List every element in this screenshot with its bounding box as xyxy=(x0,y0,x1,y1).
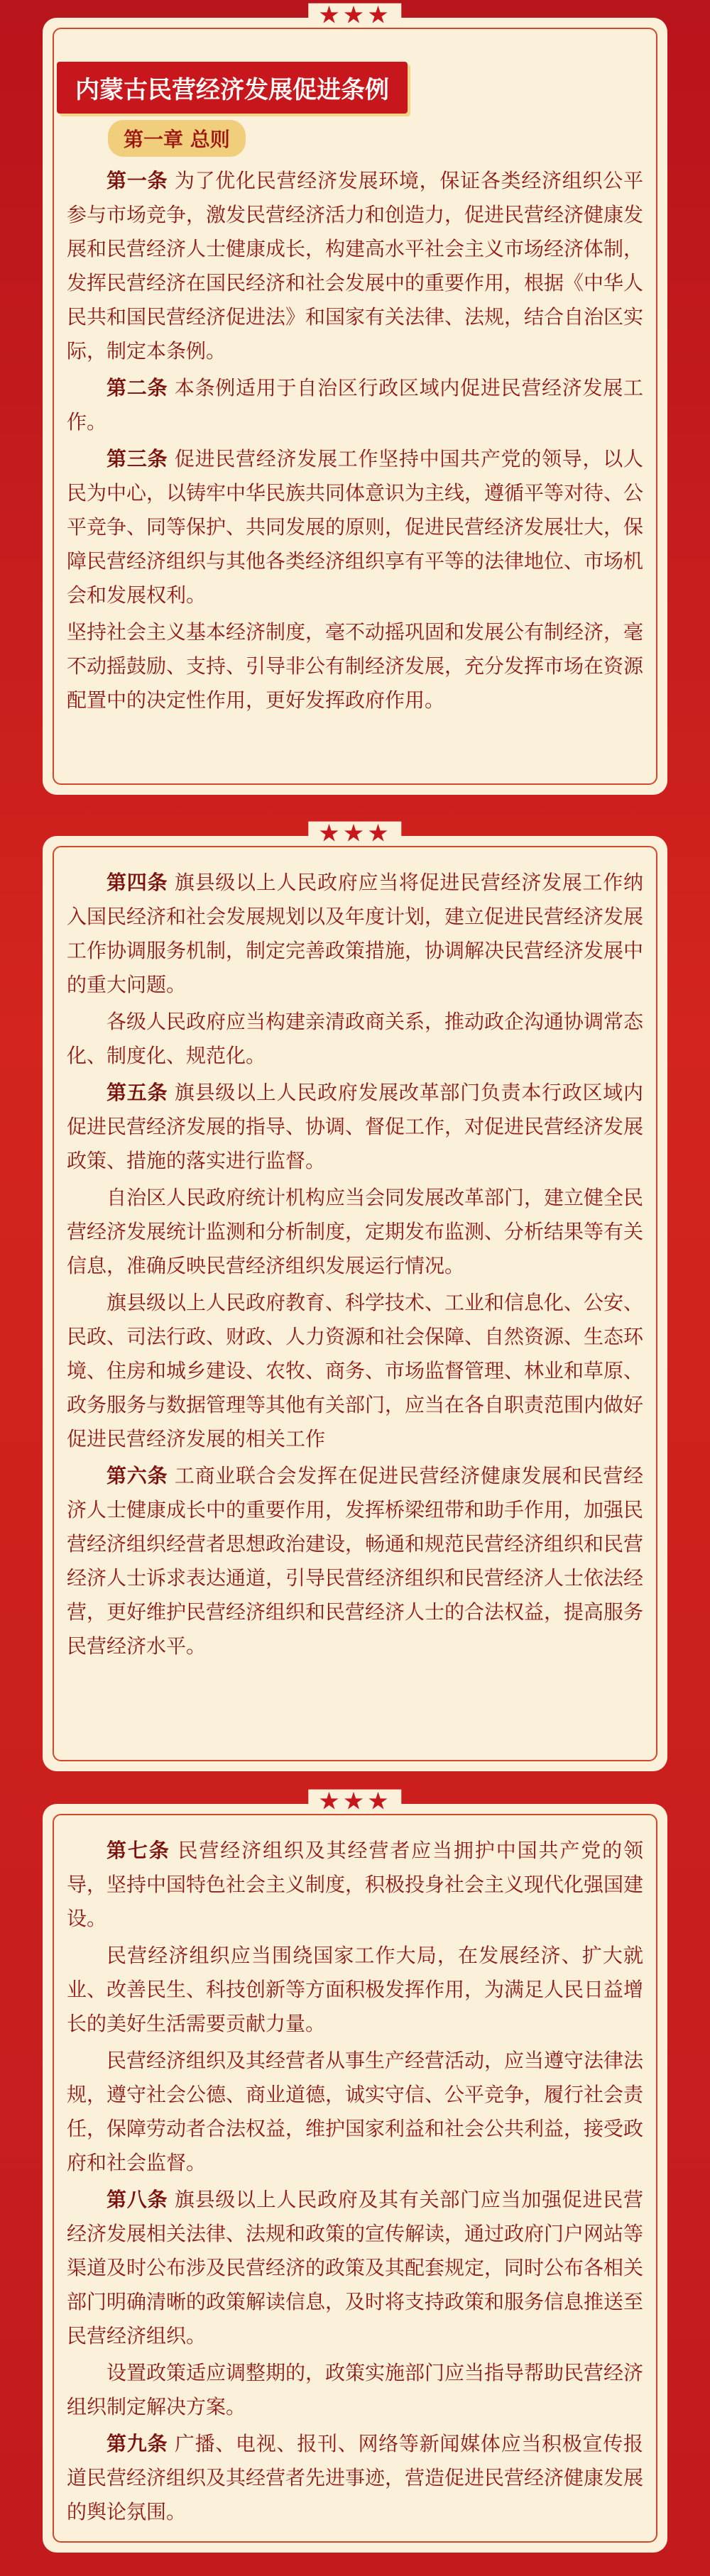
article-number: 第九条 xyxy=(106,2432,168,2455)
article-paragraph xyxy=(67,2427,643,2529)
article-text: 本条例适用于自治区行政区域内促进民营经济发展工作。 xyxy=(67,376,643,434)
article-text: 旗县级以上人民政府发展改革部门负责本行政区域内促进民营经济发展的指导、协调、督促工作，对促进民营经济发展政策、措施的落实进行监督。 xyxy=(67,1081,644,1172)
section-card-3 xyxy=(43,1787,667,2553)
article-paragraph xyxy=(67,1005,643,1073)
article-paragraph xyxy=(67,1834,643,1936)
article-paragraph xyxy=(67,2356,643,2424)
article-number: 第六条 xyxy=(106,1464,168,1487)
article-text: 广播、电视、报刊、网络等新闻媒体应当积极宣传报道民营经济组织及其经营者先进事迹，营造促进民营经济健康发展的舆论氛围。 xyxy=(67,2432,644,2523)
article-text: 旗县级以上人民政府应当将促进民营经济发展工作纳入国民经济和社会发展规划以及年度计划，建立促进民营经济发展工作协调服务机制，制定完善政策措施，协调解决民营经济发展中的重大问题。 xyxy=(67,871,644,996)
article-number: 第三条 xyxy=(106,447,168,470)
page-title: 内蒙古民营经济发展促进条例 xyxy=(57,62,408,114)
article-paragraph xyxy=(67,1459,643,1663)
article-text: 为了优化民营经济发展环境，保证各类经济组织公平参与市场竞争，激发民营经济活力和创造力，促进民营经济健康发展和民营经济人士健康成长，构建高水平社会主义市场经济体制，发挥民营经济在国民经济和社会发展中的重要作用，根据《中华人民共和国民营经济促进法》和国家有关法律、法规，结合自治区实际，制定本条例。 xyxy=(67,169,644,363)
stars-decoration-icon: ★★★ xyxy=(308,1790,401,1814)
article-paragraph xyxy=(67,164,643,368)
article-paragraph xyxy=(67,2183,643,2353)
article-paragraph xyxy=(67,371,643,439)
article-number: 第七条 xyxy=(106,1839,170,1862)
article-text: 旗县级以上人民政府教育、科学技术、工业和信息化、公安、民政、司法行政、财政、人力资源和社会保障、自然资源、生态环境、住房和城乡建设、农牧、商务、市场监督管理、林业和草原、政务服务与数据管理等其他有关部门，应当在各自职责范围内做好促进民营经济发展的相关工作 xyxy=(67,1291,644,1451)
stars-decoration-icon: ★★★ xyxy=(308,4,401,28)
article-text: 自治区人民政府统计机构应当会同发展改革部门，建立健全民营经济发展统计监测和分析制度，定期发布监测、分析结果等有关信息，准确反映民营经济组织发展运行情况。 xyxy=(67,1186,644,1277)
card-1-content xyxy=(67,164,643,720)
article-number: 第一条 xyxy=(106,169,168,192)
article-text: 工商业联合会发挥在促进民营经济健康发展和民营经济人士健康成长中的重要作用，发挥桥梁纽带和助手作用，加强民营经济组织经营者思想政治建设，畅通和规范民营经济组织和民营经济人士诉求表达通道，引导民营经济组织和民营经济人士依法经营，更好维护民营经济组织和民营经济人士的合法权益，提高服务民营经济水平。 xyxy=(67,1464,644,1658)
article-paragraph xyxy=(67,1286,643,1456)
article-paragraph xyxy=(67,615,643,717)
article-text: 设置政策适应调整期的，政策实施部门应当指导帮助民营经济组织制定解决方案。 xyxy=(67,2361,644,2418)
article-text: 民营经济组织及其经营者应当拥护中国共产党的领导，坚持中国特色社会主义制度，积极投身社会主义现代化强国建设。 xyxy=(67,1839,644,1930)
card-2-content xyxy=(67,866,643,1666)
section-card-1 xyxy=(43,1,667,795)
article-number: 第五条 xyxy=(106,1081,168,1104)
section-card-2 xyxy=(43,819,667,1771)
article-paragraph xyxy=(67,1181,643,1283)
card-3-content xyxy=(67,1834,643,2532)
chapter-heading: 第一章 总则 xyxy=(108,120,246,157)
stars-decoration-icon: ★★★ xyxy=(308,822,401,846)
article-number: 第八条 xyxy=(106,2188,168,2211)
article-text: 民营经济组织应当围绕国家工作大局，在发展经济、扩大就业、改善民生、科技创新等方面积极发挥作用，为满足人民日益增长的美好生活需要贡献力量。 xyxy=(67,1944,644,2035)
article-paragraph xyxy=(67,1076,643,1178)
article-paragraph xyxy=(67,1939,643,2041)
article-paragraph xyxy=(67,866,643,1002)
article-text: 民营经济组织及其经营者从事生产经营活动，应当遵守法律法规，遵守社会公德、商业道德，诚实守信、公平竞争，履行社会责任，保障劳动者合法权益，维护国家利益和社会公共利益，接受政府和社会监督。 xyxy=(67,2049,644,2174)
article-number: 第二条 xyxy=(106,376,168,400)
article-text: 促进民营经济发展工作坚持中国共产党的领导，以人民为中心，以铸牢中华民族共同体意识为主线，遵循平等对待、公平竞争、同等保护、共同发展的原则，促进民营经济发展壮大，保障民营经济组织与其他各类经济组织享有平等的法律地位、市场机会和发展权利。 xyxy=(67,447,644,607)
article-number: 第四条 xyxy=(106,871,168,894)
article-text: 旗县级以上人民政府及其有关部门应当加强促进民营经济发展相关法律、法规和政策的宣传解读，通过政府门户网站等渠道及时公布涉及民营经济的政策及其配套规定，同时公布各相关部门明确清晰的政策解读信息，及时将支持政策和服务信息推送至民营经济组织。 xyxy=(67,2188,644,2347)
article-paragraph xyxy=(67,2044,643,2180)
article-paragraph xyxy=(67,442,643,612)
article-text: 各级人民政府应当构建亲清政商关系，推动政企沟通协调常态化、制度化、规范化。 xyxy=(67,1010,644,1067)
article-text: 坚持社会主义基本经济制度，毫不动摇巩固和发展公有制经济，毫不动摇鼓励、支持、引导非公有制经济发展，充分发挥市场在资源配置中的决定性作用，更好发挥政府作用。 xyxy=(67,620,644,712)
